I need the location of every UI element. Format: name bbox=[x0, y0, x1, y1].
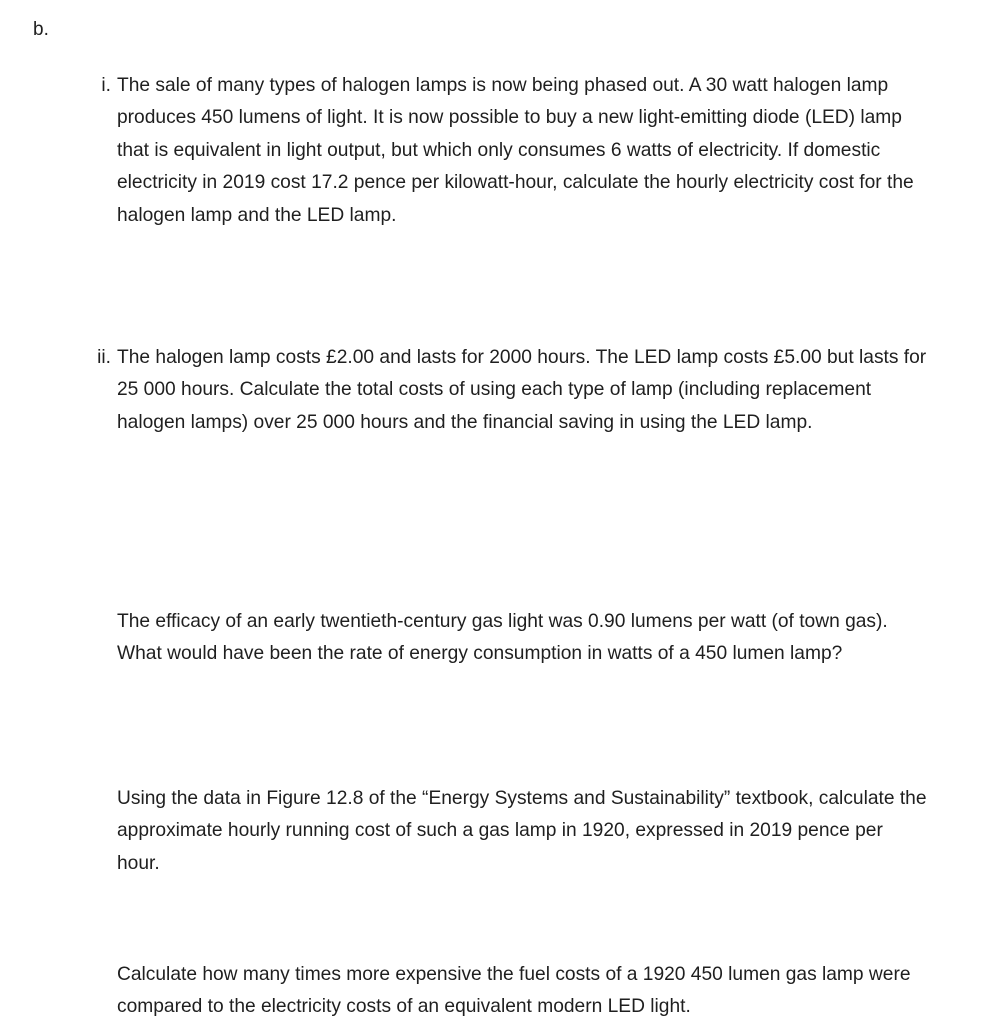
question-iv bbox=[117, 783, 927, 880]
question-i bbox=[101, 70, 927, 232]
question-v bbox=[117, 959, 927, 1024]
question-marker: ii. bbox=[97, 347, 111, 368]
question-text: Using the data in Figure 12.8 of the “Energy Systems and Sustainability” textbook, calculate the approximate hourly running cost of such a gas lamp in 1920, expressed in 2019 pence per hour. bbox=[117, 788, 927, 874]
question-text: The halogen lamp costs £2.00 and lasts for 2000 hours. The LED lamp costs £5.00 but lasts for 25 000 hours. Calculate the total costs of using each type of lamp (including replacement halogen lamps) over 25 000 hours and the financial saving in using the LED lamp. bbox=[117, 347, 927, 433]
part-label: b. bbox=[33, 19, 49, 40]
question-iii bbox=[117, 606, 927, 671]
question-text: The sale of many types of halogen lamps is now being phased out. A 30 watt halogen lamp produces 450 lumens of light. It is now possible to buy a new light-emitting diode (LED) lamp that is equivalent in light output, but which only consumes 6 watts of electricity. If domestic electricity in 2019 cost 17.2 pence per kilowatt-hour, calculate the hourly electricity cost for the halogen lamp and the LED lamp. bbox=[117, 75, 914, 226]
question-ii bbox=[97, 342, 927, 439]
question-text: Calculate how many times more expensive the fuel costs of a 1920 450 lumen gas lamp were compared to the electricity costs of an equivalent modern LED light. bbox=[117, 964, 911, 1018]
question-marker: i. bbox=[101, 75, 111, 96]
question-text: The efficacy of an early twentieth-century gas light was 0.90 lumens per watt (of town gas). What would have been the rate of energy consumption in watts of a 450 lumen lamp? bbox=[117, 611, 888, 665]
